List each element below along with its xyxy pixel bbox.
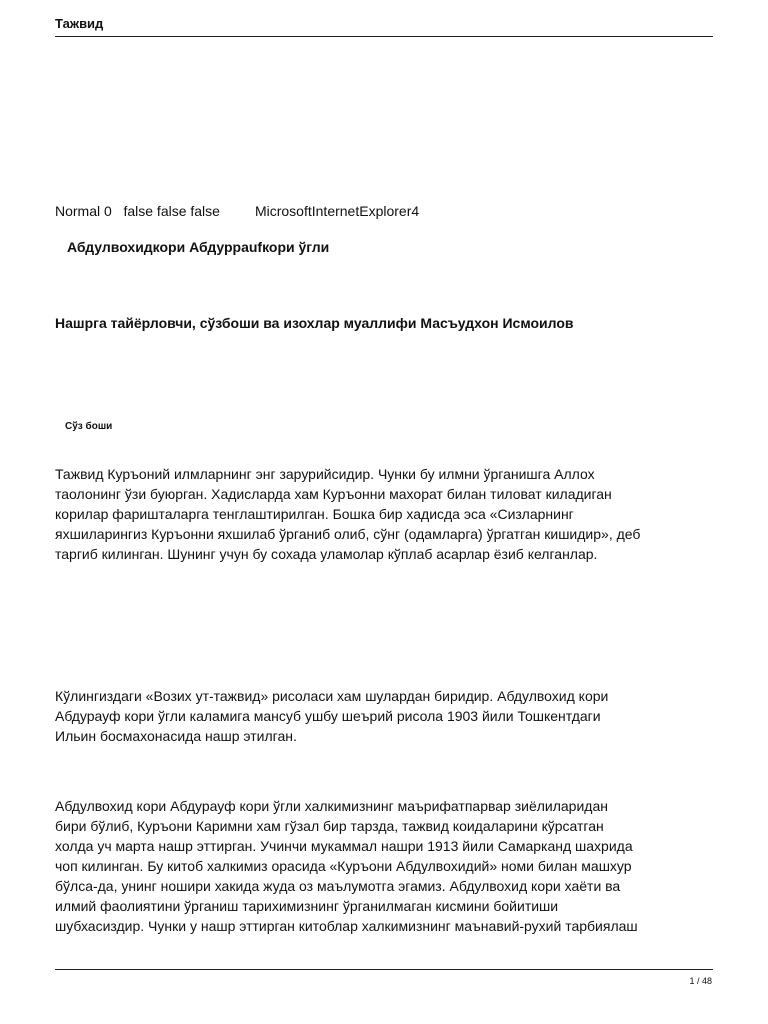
- paragraph-line: таолонинг ўзи буюрган. Хадисларда хам Куръонни махорат билан тиловат киладиган: [55, 486, 612, 502]
- paragraph-line: илмий фаолиятини ўрганиш тарихимизнинг ўрганилмаган кисмини бойитиши: [55, 898, 559, 914]
- author-name: Абдулвохидкори Абдурраufкори ўгли: [67, 239, 330, 255]
- paragraph-3: [55, 796, 725, 936]
- document-header-title: Тажвид: [55, 16, 104, 31]
- paragraph-line: шубхасиздир. Чунки у нашр эттирган китоблар халкимизнинг маънавий-рухий тарбиялаш: [55, 918, 638, 934]
- paragraph-line: Абдурауф кори ўгли каламига мансуб ушбу шеърий рисола 1903 йили Тошкентдаги: [55, 708, 601, 724]
- paragraph-2: [55, 686, 725, 746]
- paragraph-line: корилар фаришталарга тенглаштирилган. Бошка бир хадисда эса «Сизларнинг: [55, 506, 574, 522]
- paragraph-line: таргиб килинган. Шунинг учун бу сохада уламолар кўплаб асарлар ёзиб келганлар.: [55, 546, 598, 562]
- paragraph-line: холда уч марта нашр эттирган. Учинчи мукаммал нашри 1913 йили Самарканд шахрида: [55, 838, 633, 854]
- word-metadata-line: Normal 0 false false false MicrosoftInternetExplorer4: [55, 203, 420, 219]
- paragraph-line: яхшиларингиз Куръонни яхшилаб ўрганиб олиб, сўнг (одамларга) ўргатган кишидир», деб: [55, 526, 641, 542]
- paragraph-line: Абдулвохид кори Абдурауф кори ўгли халкимизнинг маърифатпарвар зиёлиларидан: [55, 798, 608, 814]
- section-heading-foreword: Сўз боши: [65, 421, 113, 432]
- page-number: 1 / 48: [689, 976, 712, 986]
- paragraph-line: бўлса-да, унинг ношири хакида жуда оз маълумотга эгамиз. Абдулвохид кори хаёти ва: [55, 878, 621, 894]
- paragraph-line: чоп килинган. Бу китоб халкимиз орасида «Куръони Абдулвохидий» номи билан машхур: [55, 858, 632, 874]
- footer-divider: [55, 969, 713, 970]
- paragraph-line: бири бўлиб, Куръони Каримни хам гўзал бир тарзда, тажвид коидаларини кўрсатган: [55, 818, 604, 834]
- preparer-credit: Нашрга тайёрловчи, сўзбоши ва изохлар муаллифи Масъудхон Исмоилов: [55, 315, 574, 331]
- paragraph-1: [55, 464, 725, 564]
- paragraph-line: Кўлингиздаги «Возих ут-тажвид» рисоласи хам шулардан биридир. Абдулвохид кори: [55, 688, 609, 704]
- paragraph-line: Ильин босмахонасида нашр этилган.: [55, 728, 297, 744]
- header-divider: [55, 36, 713, 37]
- paragraph-line: Тажвид Куръоний илмларнинг энг зарурийсидир. Чунки бу илмни ўрганишга Аллох: [55, 466, 595, 482]
